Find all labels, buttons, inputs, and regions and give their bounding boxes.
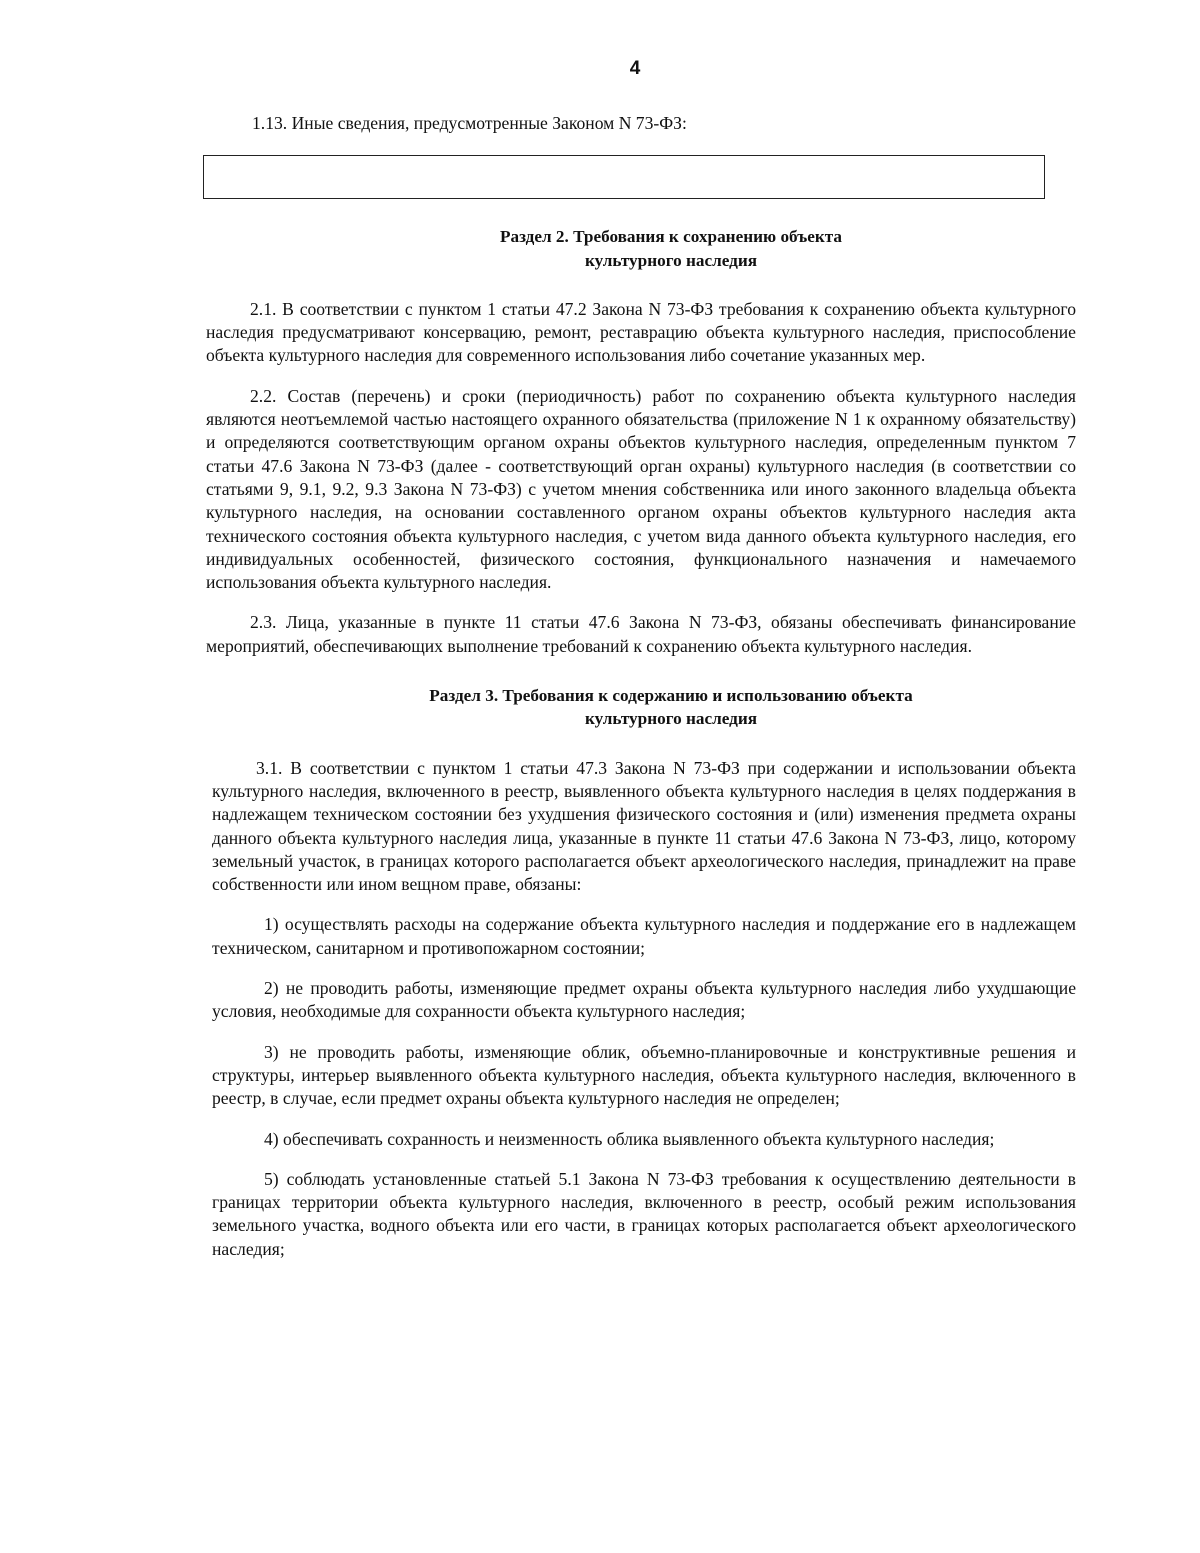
section-3-heading [206,684,1076,731]
list-item-2: 2) не проводить работы, изменяющие предмет охраны объекта культурного наследия либо ухудшающие условия, необходимые для сохранности объекта культурного наследия; [212,978,1076,1022]
paragraph-2-2: 2.2. Состав (перечень) и сроки (периодичность) работ по сохранению объекта культурного наследия являются неотъемлемой частью настоящего охранного обязательства (приложение N 1 к охранному обязательству) и определяются соответствующим органом охраны объектов культурного наследия, определенным пунктом 7 статьи 47.6 Закона N 73-ФЗ (далее - соответствующий орган охраны) культурного наследия (в соответствии со статьями 9, 9.1, 9.2, 9.3 Закона N 73-ФЗ) с учетом мнения собственника или иного законного владельца объекта культурного наследия, на основании составленного органом охраны объектов культурного наследия акта технического состояния объекта культурного наследия, с учетом вида данного объекта культурного наследия, его индивидуальных особенностей, физического состояния, функционального назначения и намечаемого использования объекта культурного наследия. [206,385,1076,593]
page-number: 4 [629,58,641,79]
list-item-3: 3) не проводить работы, изменяющие облик, объемно-планировочные и конструктивные решения и структуры, интерьер выявленного объекта культурного наследия, объекта культурного наследия, включенного в реестр, в случае, если предмет охраны объекта культурного наследия не определен; [212,1041,1076,1109]
section-3-heading-line-1: Раздел 3. Требования к содержанию и использованию объекта [429,686,913,706]
paragraph-2-3: 2.3. Лица, указанные в пункте 11 статьи 47.6 Закона N 73-ФЗ, обязаны обеспечивать финансирование мероприятий, обеспечивающих выполнение требований к сохранению объекта культурного наследия. [206,612,1076,656]
section-3-heading-line-2: культурного наследия [584,709,758,729]
item-1-13: 1.13. Иные сведения, предусмотренные Законом N 73-ФЗ: [252,113,687,133]
list-item-1: 1) осуществлять расходы на содержание объекта культурного наследия и поддержание его в надлежащем техническом, санитарном и противопожарном состоянии; [212,914,1076,958]
section-3-body [206,757,1076,1261]
empty-info-box [203,155,1045,199]
paragraph-3-1: 3.1. В соответствии с пунктом 1 статьи 47.3 Закона N 73-ФЗ при содержании и использовании объекта культурного наследия, включенного в реестр, выявленного объекта культурного наследия в целях поддержания в надлежащем техническом состоянии без ухудшения физического состояния и (или) изменения предмета охраны данного объекта культурного наследия лица, указанные в пункте 11 статьи 47.6 Закона N 73-ФЗ, лицо, которому земельный участок, в границах которого располагается объект археологического наследия, принадлежит на праве собственности или ином вещном праве, обязаны: [212,757,1076,895]
section-2-heading-line-1: Раздел 2. Требования к сохранению объекта [499,227,842,247]
document-body [206,112,1076,1261]
list-item-4: 4) обеспечивать сохранность и неизменность облика выявленного объекта культурного наследия; [264,1128,995,1149]
list-item-5: 5) соблюдать установленные статьей 5.1 Закона N 73-ФЗ требования к осуществлению деятельности в границах территории объекта культурного наследия, включенного в реестр, особый режим использования земельного участка, водного объекта или его части, в границах которых располагается объект археологического наследия; [212,1168,1076,1259]
paragraph-2-1: 2.1. В соответствии с пунктом 1 статьи 47.2 Закона N 73-ФЗ требования к сохранению объекта культурного наследия предусматривают консервацию, ремонт, реставрацию объекта культурного наследия, приспособление объекта культурного наследия для современного использования либо сочетание указанных мер. [206,298,1076,366]
section-2-heading-line-2: культурного наследия [584,250,758,270]
section-2-heading [206,225,1076,272]
